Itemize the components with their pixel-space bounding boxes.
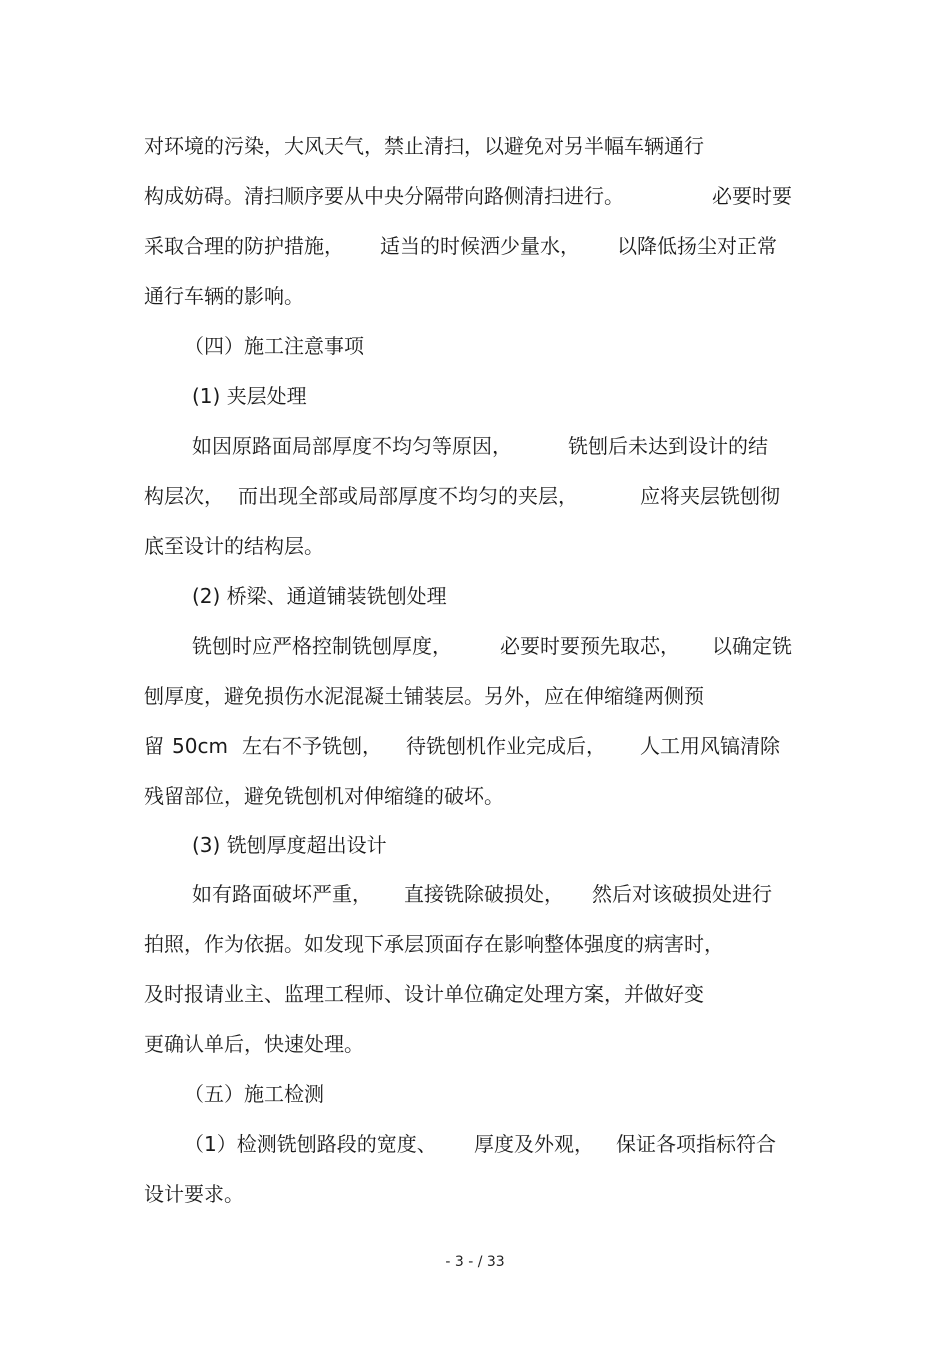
- page-number: - 3 - / 33: [445, 1254, 505, 1270]
- text-segment: 以确定铣: [712, 634, 792, 658]
- heading-text: （五）施工检测: [184, 1082, 324, 1106]
- text-segment: 残留部位，避免铣刨机对伸缩缝的破坏。: [144, 784, 504, 808]
- text-segment: 更确认单后，快速处理。: [144, 1032, 364, 1056]
- text-segment: （1）检测铣刨路段的宽度、: [184, 1132, 437, 1156]
- text-segment: 构成妨碍。清扫顺序要从中央分隔带向路侧清扫进行。: [144, 184, 624, 208]
- text-segment: 直接铣除破损处，: [404, 882, 564, 906]
- text-segment: 设计要求。: [144, 1182, 244, 1206]
- text-segment: 适当的时候洒少量水，: [380, 234, 580, 258]
- text-segment: 铣刨后未达到设计的结: [568, 434, 768, 458]
- text-segment: 如有路面破坏严重，: [192, 882, 372, 906]
- text-segment: 而出现全部或局部厚度不均匀的夹层，: [238, 484, 578, 508]
- text-segment: 必要时要: [712, 184, 792, 208]
- text-segment: 厚度及外观，: [474, 1132, 594, 1156]
- text-segment: 拍照，作为依据。如发现下承层顶面存在影响整体强度的病害时，: [144, 932, 724, 956]
- text-segment: 然后对该破损处进行: [592, 882, 772, 906]
- text-segment: 铣刨时应严格控制铣刨厚度，: [192, 634, 452, 658]
- text-segment: 必要时要预先取芯，: [500, 634, 680, 658]
- text-segment: 通行车辆的影响。: [144, 284, 304, 308]
- text-segment: 人工用风镐清除: [640, 734, 780, 758]
- heading-text: (1) 夹层处理: [192, 384, 307, 408]
- text-segment: 应将夹层铣刨彻: [640, 484, 780, 508]
- text-segment: 左右不予铣刨，: [242, 734, 382, 758]
- text-segment: 及时报请业主、监理工程师、设计单位确定处理方案，并做好变: [144, 982, 704, 1006]
- heading-text: （四）施工注意事项: [184, 334, 364, 358]
- text-segment: 刨厚度，避免损伤水泥混凝土铺装层。另外，应在伸缩缝两侧预: [144, 684, 704, 708]
- text-segment: 采取合理的防护措施，: [144, 234, 344, 258]
- text-segment: 构层次，: [144, 484, 224, 508]
- text-segment: 50cm: [172, 734, 228, 758]
- text-segment: 待铣刨机作业完成后，: [406, 734, 606, 758]
- text-segment: 以降低扬尘对正常: [617, 234, 777, 258]
- heading-text: (3) 铣刨厚度超出设计: [192, 833, 387, 857]
- text-segment: 对环境的污染，大风天气，禁止清扫，以避免对另半幅车辆通行: [144, 134, 704, 158]
- text-segment: 留: [144, 734, 164, 758]
- text-segment: 底至设计的结构层。: [144, 534, 324, 558]
- text-segment: 保证各项指标符合: [616, 1132, 776, 1156]
- text-segment: 如因原路面局部厚度不均匀等原因，: [192, 434, 512, 458]
- heading-text: (2) 桥梁、通道铺装铣刨处理: [192, 584, 447, 608]
